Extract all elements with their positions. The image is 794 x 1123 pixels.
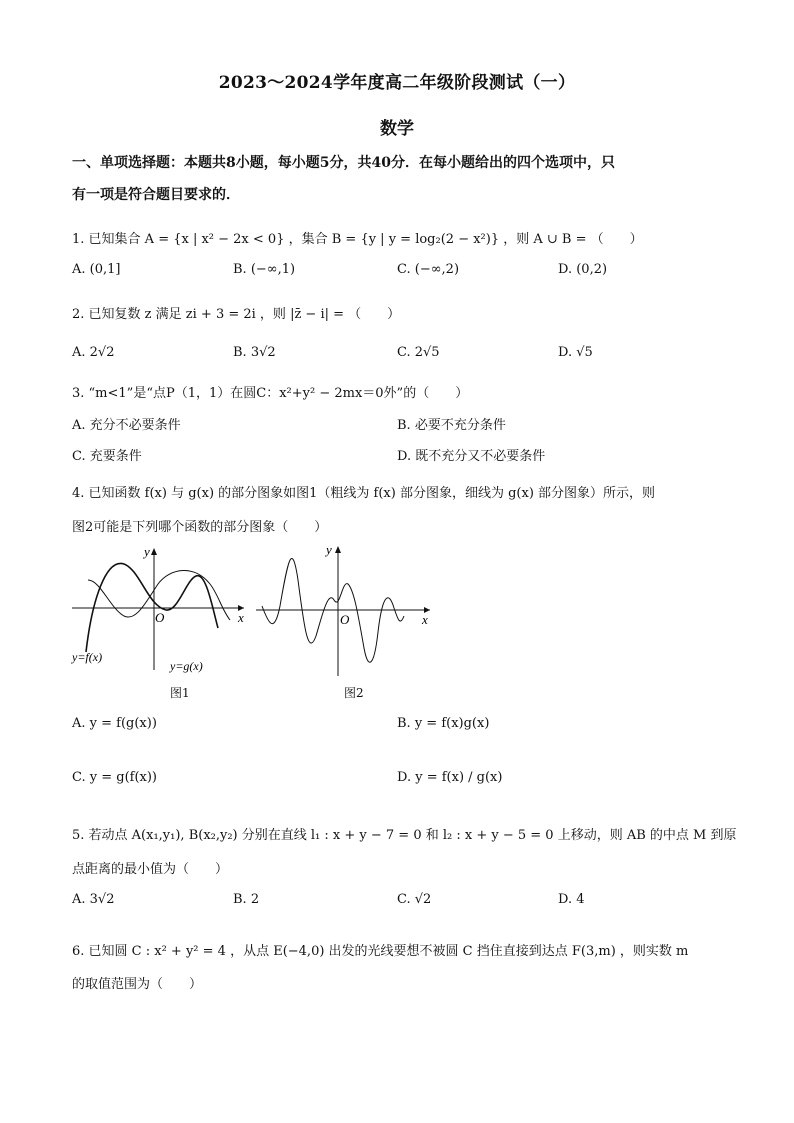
fig1-g-label: y=g(x)	[170, 659, 203, 673]
q1-option-b[interactable]: B. (−∞,1)	[233, 262, 296, 277]
q4-option-b[interactable]: B. y = f(x)g(x)	[397, 716, 490, 731]
q1-option-d[interactable]: D. (0,2)	[558, 262, 608, 277]
q3-option-b[interactable]: B. 必要不充分条件	[397, 418, 506, 433]
section-heading-line2: 有一项是符合题目要求的．	[72, 187, 240, 203]
q2-option-c[interactable]: C. 2√5	[397, 345, 440, 360]
q6-stem-line1: 6. 已知圆 C : x² + y² = 4 ，从点 E(−4,0) 出发的光线要想不被圆 C 挡住直接到达点 F(3,m) ，则实数 m	[72, 944, 689, 959]
q3-option-c[interactable]: C. 充要条件	[72, 449, 142, 464]
q2-option-d[interactable]: D. √5	[558, 345, 593, 360]
subject-title: 数学	[380, 119, 414, 139]
fig2-y-arrow	[335, 546, 341, 553]
fig1-f-label: y=f(x)	[72, 650, 103, 664]
q5-stem-line1: 5. 若动点 A(x₁,y₁), B(x₂,y₂) 分别在直线 l₁ : x + y − 7 = 0 和 l₂ : x + y − 5 = 0 上移动，则 AB 的中点 M 到原	[72, 828, 737, 843]
q3-stem: 3. “m<1”是“点P（1，1）在圆C：x²+y² − 2mx＝0外”的（ ）	[72, 386, 469, 401]
q5-option-a[interactable]: A. 3√2	[72, 892, 115, 907]
figure-2	[250, 540, 440, 680]
q4-option-c[interactable]: C. y = g(f(x))	[72, 770, 158, 785]
q2-stem: 2. 已知复数 z 满足 zi + 3 = 2i ，则 |z̄ − i| = （ ）	[72, 307, 401, 322]
q2-option-a[interactable]: A. 2√2	[72, 345, 115, 360]
section-heading-line1: 一、单项选择题：本题共8小题，每小题5分，共40分．在每小题给出的四个选项中，只	[72, 155, 615, 171]
fig1-y-label: y	[144, 544, 150, 559]
fig1-x-label: x	[238, 610, 244, 625]
q1-option-a[interactable]: A. (0,1]	[72, 262, 121, 277]
q1-option-c[interactable]: C. (−∞,2)	[397, 262, 460, 277]
fig1-caption: 图1	[170, 686, 190, 700]
fig2-origin-label: O	[340, 612, 350, 627]
fig1-y-arrow	[151, 548, 157, 555]
q1-stem: 1. 已知集合 A = {x | x² − 2x < 0} ，集合 B = {y | y = log₂(2 − x²)} ，则 A ∪ B = （ ）	[72, 232, 643, 247]
q4-option-a[interactable]: A. y = f(g(x))	[72, 716, 157, 731]
q5-stem-line2: 点距离的最小值为（ ）	[72, 862, 229, 877]
q5-option-b[interactable]: B. 2	[233, 892, 260, 907]
fig2-caption: 图2	[344, 686, 364, 700]
q5-option-c[interactable]: C. √2	[397, 892, 432, 907]
q3-option-d[interactable]: D. 既不充分又不必要条件	[397, 449, 546, 464]
fig2-y-label: y	[326, 542, 332, 557]
figure-1	[66, 540, 256, 680]
q4-stem-line1: 4. 已知函数 f(x) 与 g(x) 的部分图象如图1（粗线为 f(x) 部分图象，细线为 g(x) 部分图象）所示，则	[72, 486, 656, 501]
fig2-x-label: x	[422, 612, 428, 627]
q2-option-b[interactable]: B. 3√2	[233, 345, 276, 360]
q3-option-a[interactable]: A. 充分不必要条件	[72, 418, 181, 433]
exam-title: 2023～2024学年度高二年级阶段测试（一）	[218, 73, 576, 93]
q5-option-d[interactable]: D. 4	[558, 892, 585, 907]
q4-option-d[interactable]: D. y = f(x) / g(x)	[397, 770, 503, 785]
q4-stem-line2: 图2可能是下列哪个函数的部分图象（ ）	[72, 520, 328, 535]
fig1-origin-label: O	[155, 610, 165, 625]
q6-stem-line2: 的取值范围为（ ）	[72, 977, 203, 992]
